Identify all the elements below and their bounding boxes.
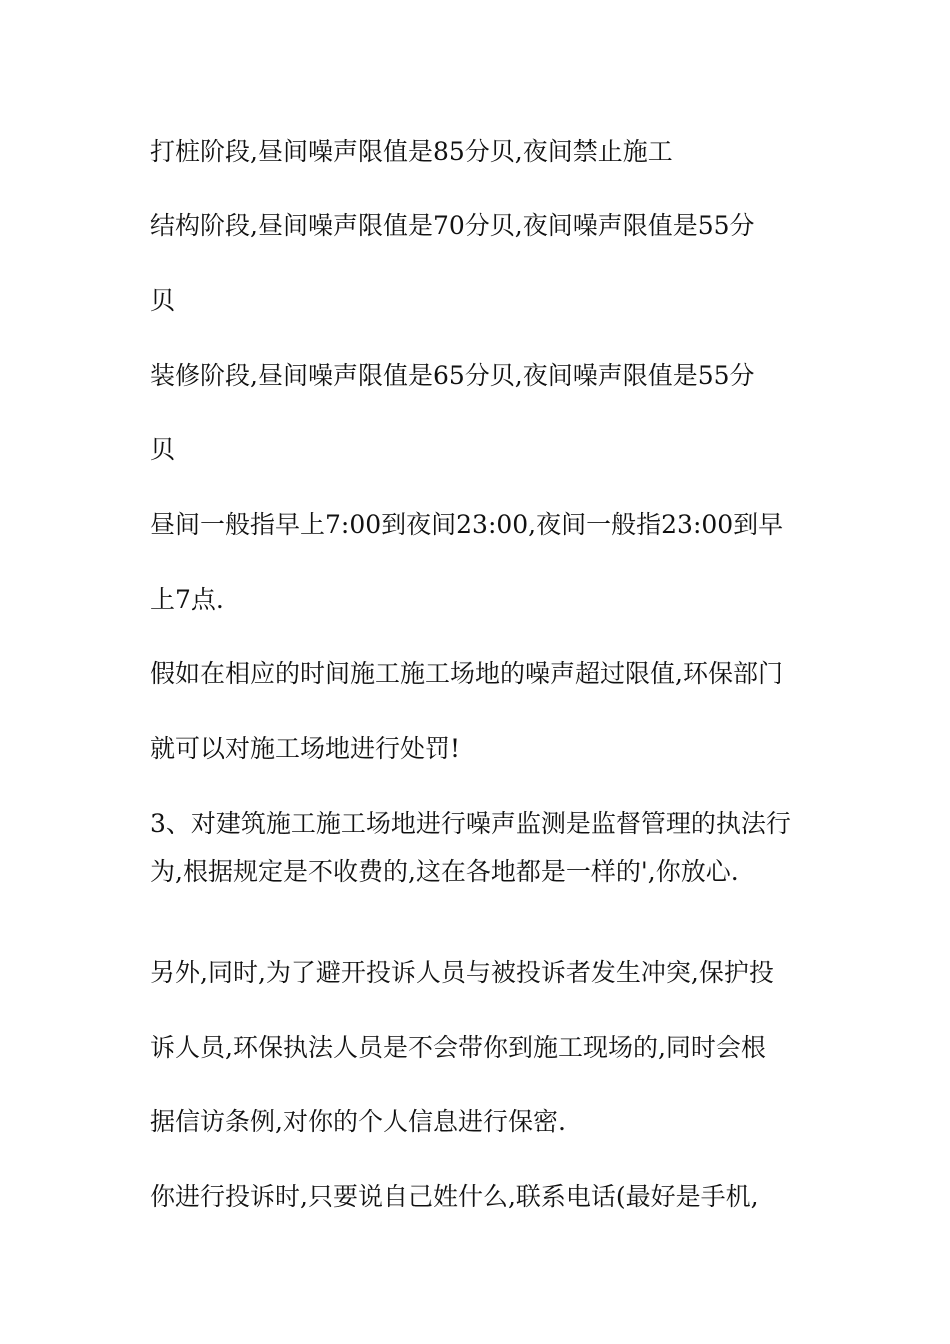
text-line: 假如在相应的时间施工施工场地的噪声超过限值,环保部门 [150,659,783,688]
text-line: 据信访条例,对你的个人信息进行保密. [150,1107,566,1136]
text-line: 昼间一般指早上7:00到夜间23:00,夜间一般指23:00到早 [150,510,784,539]
text-line: 就可以对施工场地进行处罚! [150,734,461,763]
text-line: 为,根据规定是不收费的,这在各地都是一样的',你放心. [150,857,739,886]
text-line: 装修阶段,昼间噪声限值是65分贝,夜间噪声限值是55分 [150,361,755,390]
text-line: 上7点. [150,585,224,614]
text-line: 结构阶段,昼间噪声限值是70分贝,夜间噪声限值是55分 [150,211,755,240]
text-line: 你进行投诉时,只要说自己姓什么,联系电话(最好是手机, [150,1182,759,1211]
text-line: 另外,同时,为了避开投诉人员与被投诉者发生冲突,保护投 [150,958,774,987]
text-line: 贝 [150,286,176,315]
text-line: 3、对建筑施工施工场地进行噪声监测是监督管理的执法行 [150,809,791,838]
text-line: 诉人员,环保执法人员是不会带你到施工现场的,同时会根 [150,1033,766,1062]
text-line: 打桩阶段,昼间噪声限值是85分贝,夜间禁止施工 [150,137,673,166]
text-line: 贝 [150,435,176,464]
